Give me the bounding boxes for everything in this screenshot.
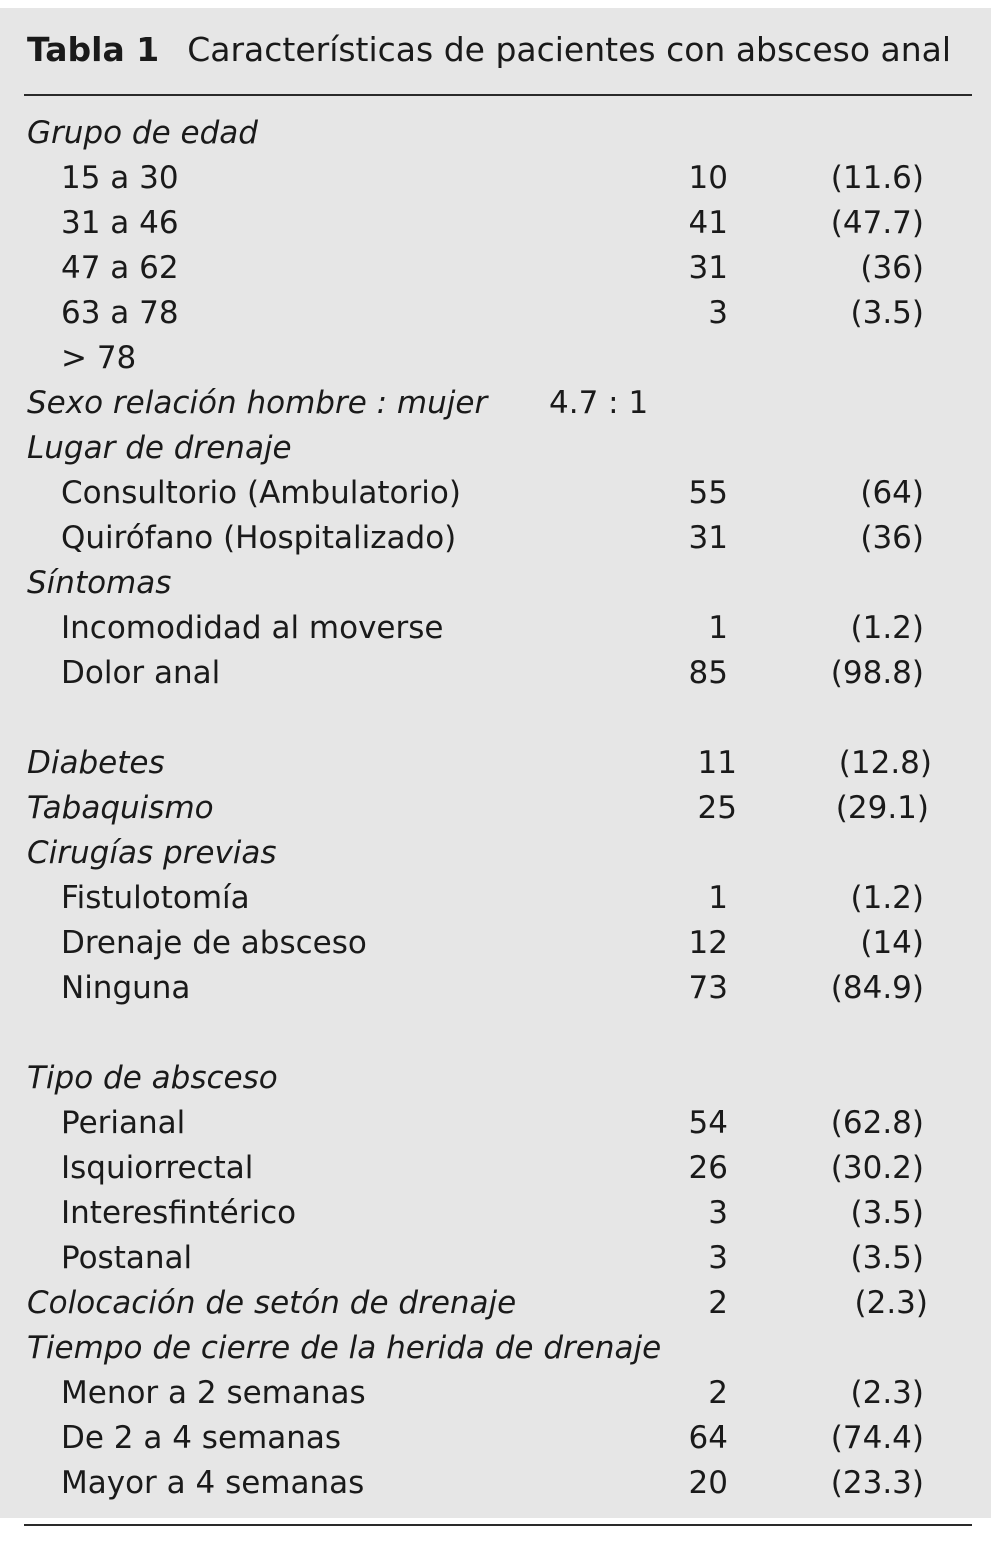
row-percentage: (23.3): [830, 1465, 924, 1501]
top-rule: [24, 94, 972, 96]
row-percentage: (3.5): [850, 295, 924, 331]
row-category-label: Tabaquismo: [27, 790, 214, 826]
table-row: [0, 1416, 991, 1461]
row-percentage: (62.8): [830, 1105, 924, 1141]
row-item-label: Isquiorrectal: [61, 1150, 254, 1186]
row-item-label: Ninguna: [61, 970, 191, 1006]
table-row: [0, 1326, 991, 1371]
table-row: [0, 111, 991, 156]
table-row: [0, 1461, 991, 1506]
table-row: [0, 471, 991, 516]
row-item-label: Postanal: [61, 1240, 193, 1276]
table-row: [0, 921, 991, 966]
table-row: [0, 606, 991, 651]
row-percentage: (64): [860, 475, 924, 511]
row-count: 1: [708, 610, 728, 646]
row-count: 3: [708, 1240, 728, 1276]
row-percentage: (1.2): [850, 610, 924, 646]
table-row: [0, 1101, 991, 1146]
table-row: [0, 336, 991, 381]
row-count: 10: [688, 160, 728, 196]
row-count: 31: [688, 520, 728, 556]
row-category-label: Cirugías previas: [27, 835, 277, 871]
table-row: [0, 741, 991, 786]
table-row: [0, 516, 991, 561]
row-category-label: Síntomas: [27, 565, 172, 601]
table-row: [0, 1146, 991, 1191]
row-count: 85: [688, 655, 728, 691]
row-count: 1: [708, 880, 728, 916]
row-percentage: (30.2): [830, 1150, 924, 1186]
row-item-label: 31 a 46: [61, 205, 179, 241]
table-row: [0, 201, 991, 246]
row-percentage: (36): [860, 520, 924, 556]
row-percentage: (2.3): [850, 1375, 924, 1411]
row-percentage: (36): [860, 250, 924, 286]
row-percentage: (1.2): [850, 880, 924, 916]
table-row: [0, 786, 991, 831]
row-count: 2: [708, 1375, 728, 1411]
table-row: [0, 381, 991, 426]
row-count: 25: [697, 790, 737, 826]
row-item-label: Quirófano (Hospitalizado): [61, 520, 457, 556]
row-item-label: Menor a 2 semanas: [61, 1375, 366, 1411]
row-count: 64: [688, 1420, 728, 1456]
table-caption: Características de pacientes con absceso anal: [187, 30, 952, 69]
row-count: 41: [688, 205, 728, 241]
table-row: [0, 1236, 991, 1281]
table-row: [0, 1056, 991, 1101]
row-count: 3: [708, 295, 728, 331]
row-percentage: (11.6): [830, 160, 924, 196]
row-count: 20: [688, 1465, 728, 1501]
row-count: 31: [688, 250, 728, 286]
table-row: [0, 831, 991, 876]
row-count: 2: [708, 1285, 728, 1321]
row-percentage: (98.8): [830, 655, 924, 691]
table-row: [0, 291, 991, 336]
row-percentage: (2.3): [854, 1285, 928, 1321]
row-count: 73: [688, 970, 728, 1006]
row-category-label: Lugar de drenaje: [27, 430, 292, 466]
table-panel: [0, 8, 991, 1518]
bottom-rule: [24, 1524, 972, 1526]
row-item-label: 63 a 78: [61, 295, 179, 331]
table-row: [0, 1281, 991, 1326]
row-count: 54: [688, 1105, 728, 1141]
row-category-label: Colocación de setón de drenaje: [27, 1285, 517, 1321]
table-row: [0, 246, 991, 291]
row-item-label: 47 a 62: [61, 250, 179, 286]
table-row: [0, 426, 991, 471]
row-count: 55: [688, 475, 728, 511]
row-count: 11: [697, 745, 737, 781]
table-row: [0, 966, 991, 1011]
row-item-label: Dolor anal: [61, 655, 221, 691]
row-item-label: Drenaje de absceso: [61, 925, 367, 961]
row-percentage: (3.5): [850, 1195, 924, 1231]
row-count: 26: [688, 1150, 728, 1186]
row-ratio: 4.7 : 1: [549, 385, 649, 421]
row-percentage: (47.7): [830, 205, 924, 241]
row-count: 3: [708, 1195, 728, 1231]
row-percentage: (14): [860, 925, 924, 961]
table-row: [0, 1191, 991, 1236]
table-title: [27, 30, 951, 69]
row-category-label: Sexo relación hombre : mujer: [27, 385, 488, 421]
row-item-label: > 78: [61, 340, 137, 376]
table-label: Tabla 1: [27, 30, 160, 69]
table-row: [0, 651, 991, 696]
row-item-label: Consultorio (Ambulatorio): [61, 475, 461, 511]
row-item-label: Mayor a 4 semanas: [61, 1465, 365, 1501]
row-item-label: De 2 a 4 semanas: [61, 1420, 342, 1456]
table-row: [0, 156, 991, 201]
row-percentage: (74.4): [830, 1420, 924, 1456]
row-count: 12: [688, 925, 728, 961]
table-row: [0, 561, 991, 606]
row-item-label: 15 a 30: [61, 160, 179, 196]
row-item-label: Fistulotomía: [61, 880, 250, 916]
row-item-label: Incomodidad al moverse: [61, 610, 444, 646]
row-item-label: Interesfintérico: [61, 1195, 297, 1231]
table-row: [0, 1371, 991, 1416]
row-category-label: Tipo de absceso: [27, 1060, 278, 1096]
row-category-label: Tiempo de cierre de la herida de drenaje: [27, 1330, 662, 1366]
row-item-label: Perianal: [61, 1105, 186, 1141]
row-percentage: (12.8): [838, 745, 932, 781]
row-category-label: Grupo de edad: [27, 115, 258, 151]
table-row: [0, 876, 991, 921]
row-percentage: (29.1): [835, 790, 929, 826]
row-percentage: (3.5): [850, 1240, 924, 1276]
row-percentage: (84.9): [830, 970, 924, 1006]
row-category-label: Diabetes: [27, 745, 165, 781]
